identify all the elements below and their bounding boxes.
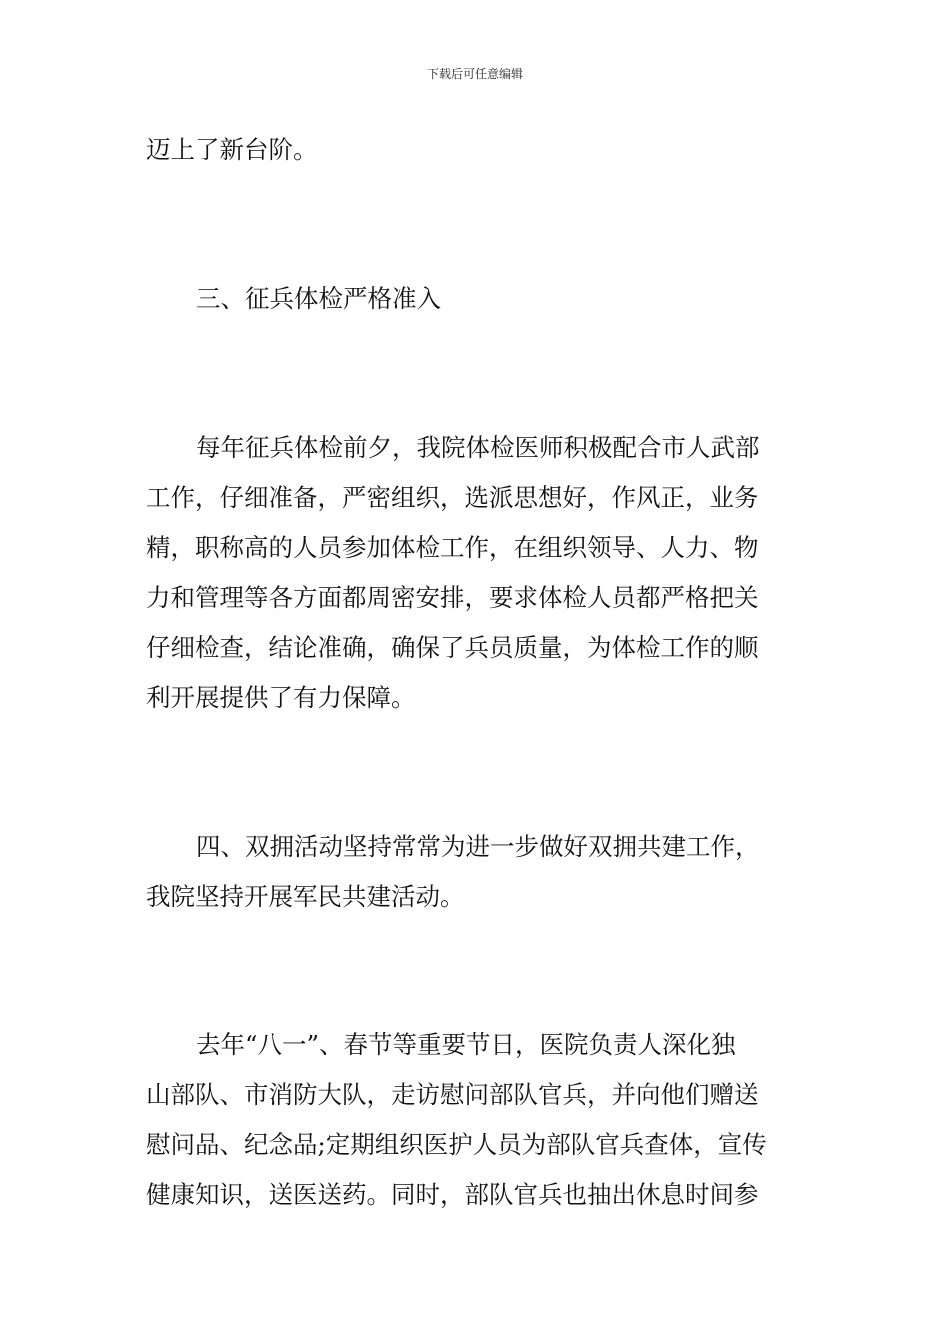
text-line: 我院坚持开展军民共建活动。 xyxy=(146,882,465,911)
page-header-note: 下载后可任意编辑 xyxy=(426,67,523,81)
text-line: 三、征兵体检严格准入 xyxy=(196,284,441,313)
section-heading-three xyxy=(146,274,810,324)
text-line: 四、双拥活动坚持常常为进一步做好双拥共建工作， xyxy=(196,832,760,861)
paragraph-recruitment-exam xyxy=(146,423,810,723)
text-line: 去年“八一”、春节等重要节日，医院负责人深化独 xyxy=(196,1030,736,1059)
text-line: 利开展提供了有力保障。 xyxy=(146,683,416,712)
text-line: 慰问品、纪念品;定期组织医护人员为部队官兵查体，宣传 xyxy=(146,1130,767,1159)
text-line: 迈上了新台阶。 xyxy=(146,135,318,164)
text-line: 山部队、市消防大队，走访慰问部队官兵，并向他们赠送 xyxy=(146,1080,759,1109)
text-line: 力和管理等各方面都周密安排，要求体检人员都严格把关 xyxy=(146,583,759,612)
text-line: 精，职称高的人员参加体检工作，在组织领导、人力、物 xyxy=(146,533,759,562)
paragraph-festival-visits xyxy=(146,1020,810,1220)
section-heading-four xyxy=(146,822,810,922)
paragraph-continuation xyxy=(146,125,810,175)
text-line: 每年征兵体检前夕，我院体检医师积极配合市人武部 xyxy=(196,433,760,462)
text-line: 健康知识，送医送药。同时，部队官兵也抽出休息时间参 xyxy=(146,1180,759,1209)
text-line: 工作，仔细准备，严密组织，选派思想好，作风正，业务 xyxy=(146,483,759,512)
text-line: 仔细检查，结论准确，确保了兵员质量，为体检工作的顺 xyxy=(146,633,759,662)
